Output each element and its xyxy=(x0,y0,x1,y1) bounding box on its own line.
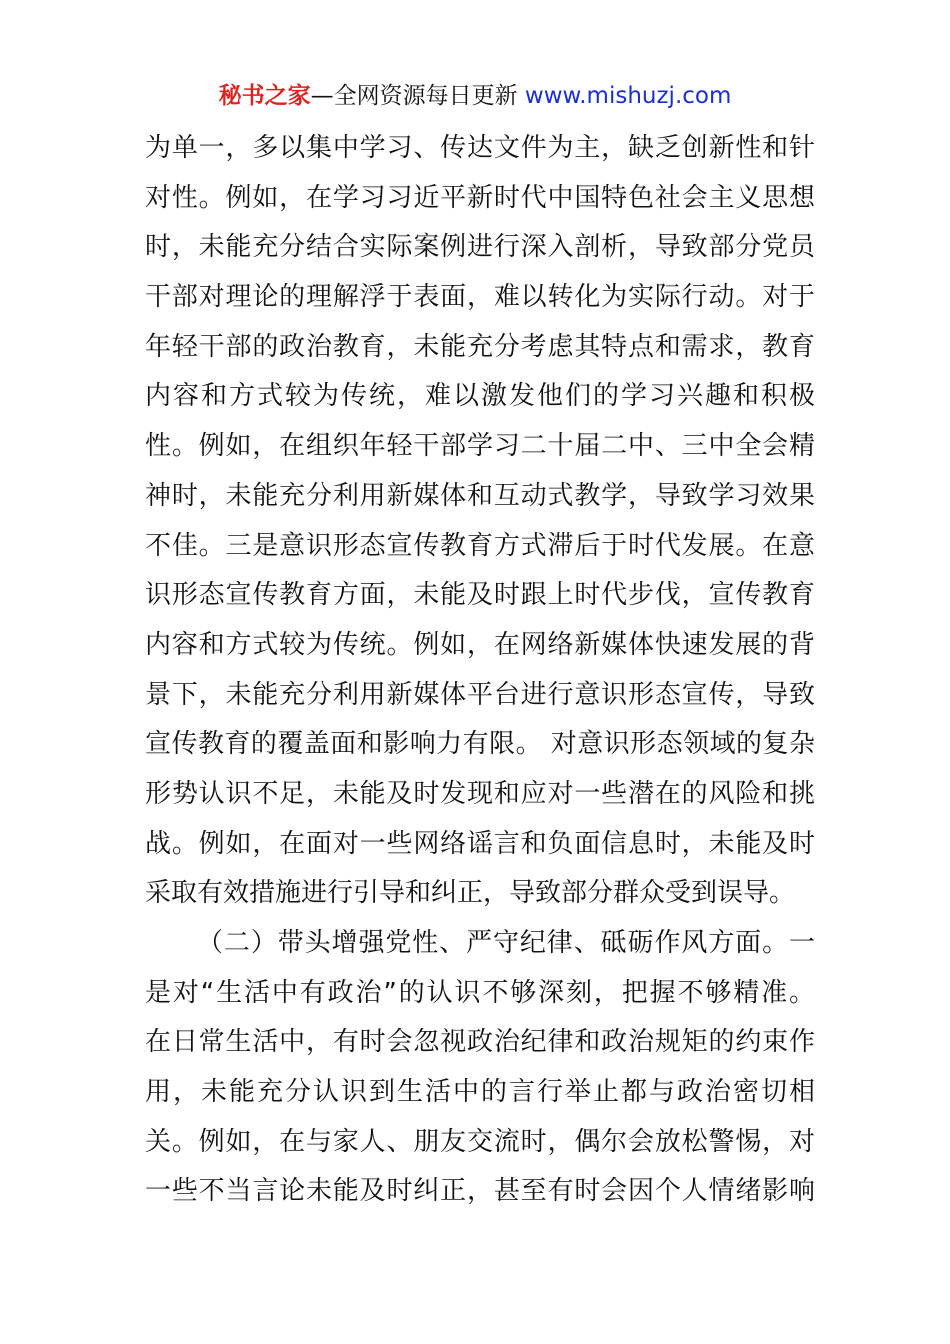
text-line: 识形态宣传教育方面，未能及时跟上时代步伐，宣传教育 xyxy=(145,580,815,611)
text-line: 为单一，多以集中学习、传达文件为主，缺乏创新性和针 xyxy=(145,133,815,163)
text-line: 战。例如，在面对一些网络谣言和负面信息时，未能及时 xyxy=(145,828,815,859)
text-line: 年轻干部的政治教育，未能充分考虑其特点和需求，教育 xyxy=(145,331,815,362)
text-line: 对性。例如，在学习习近平新时代中国特色社会主义思想 xyxy=(145,182,815,213)
text-line: 时，未能充分结合实际案例进行深入剖析，导致部分党员 xyxy=(145,232,815,263)
text-line: 是对“生活中有政治”的认识不够深刻，把握不够精准。 xyxy=(145,977,815,1008)
text-line: 用，未能充分认识到生活中的言行举止都与政治密切相 xyxy=(145,1077,815,1108)
text-line: 干部对理论的理解浮于表面，难以转化为实际行动。对于 xyxy=(145,282,815,313)
text-line: 关。例如，在与家人、朋友交流时，偶尔会放松警惕，对 xyxy=(145,1126,815,1157)
text-line: 内容和方式较为传统。例如，在网络新媒体快速发展的背 xyxy=(145,629,815,660)
paragraph-heading-line: （二）带头增强党性、严守纪律、砥砺作风方面。一 xyxy=(197,928,815,958)
text-line: 景下，未能充分利用新媒体平台进行意识形态宣传，导致 xyxy=(145,679,815,710)
text-line: 采取有效措施进行引导和纠正，导致部分群众受到误导。 xyxy=(145,878,796,909)
header-tagline: —全网资源每日更新 xyxy=(310,83,518,109)
text-line: 内容和方式较为传统，难以激发他们的学习兴趣和积极 xyxy=(145,381,815,412)
text-line: 性。例如，在组织年轻干部学习二十届二中、三中全会精 xyxy=(145,431,815,462)
text-line: 神时，未能充分利用新媒体和互动式教学，导致学习效果 xyxy=(145,480,815,511)
text-line: 形势认识不足，未能及时发现和应对一些潜在的风险和挑 xyxy=(145,778,815,809)
header-url-link[interactable]: www.mishuzj.com xyxy=(524,83,732,109)
text-line: 一些不当言论未能及时纠正，甚至有时会因个人情绪影响 xyxy=(145,1176,815,1207)
text-line: 不佳。三是意识形态宣传教育方式滞后于时代发展。在意 xyxy=(145,530,815,561)
text-line: 宣传教育的覆盖面和影响力有限。 对意识形态领域的复杂 xyxy=(145,729,815,760)
document-body xyxy=(145,124,815,1217)
watermark-header xyxy=(0,80,950,112)
text-line: 在日常生活中，有时会忽视政治纪律和政治规矩的约束作 xyxy=(145,1027,815,1058)
header-brand: 秘书之家 xyxy=(218,83,311,109)
